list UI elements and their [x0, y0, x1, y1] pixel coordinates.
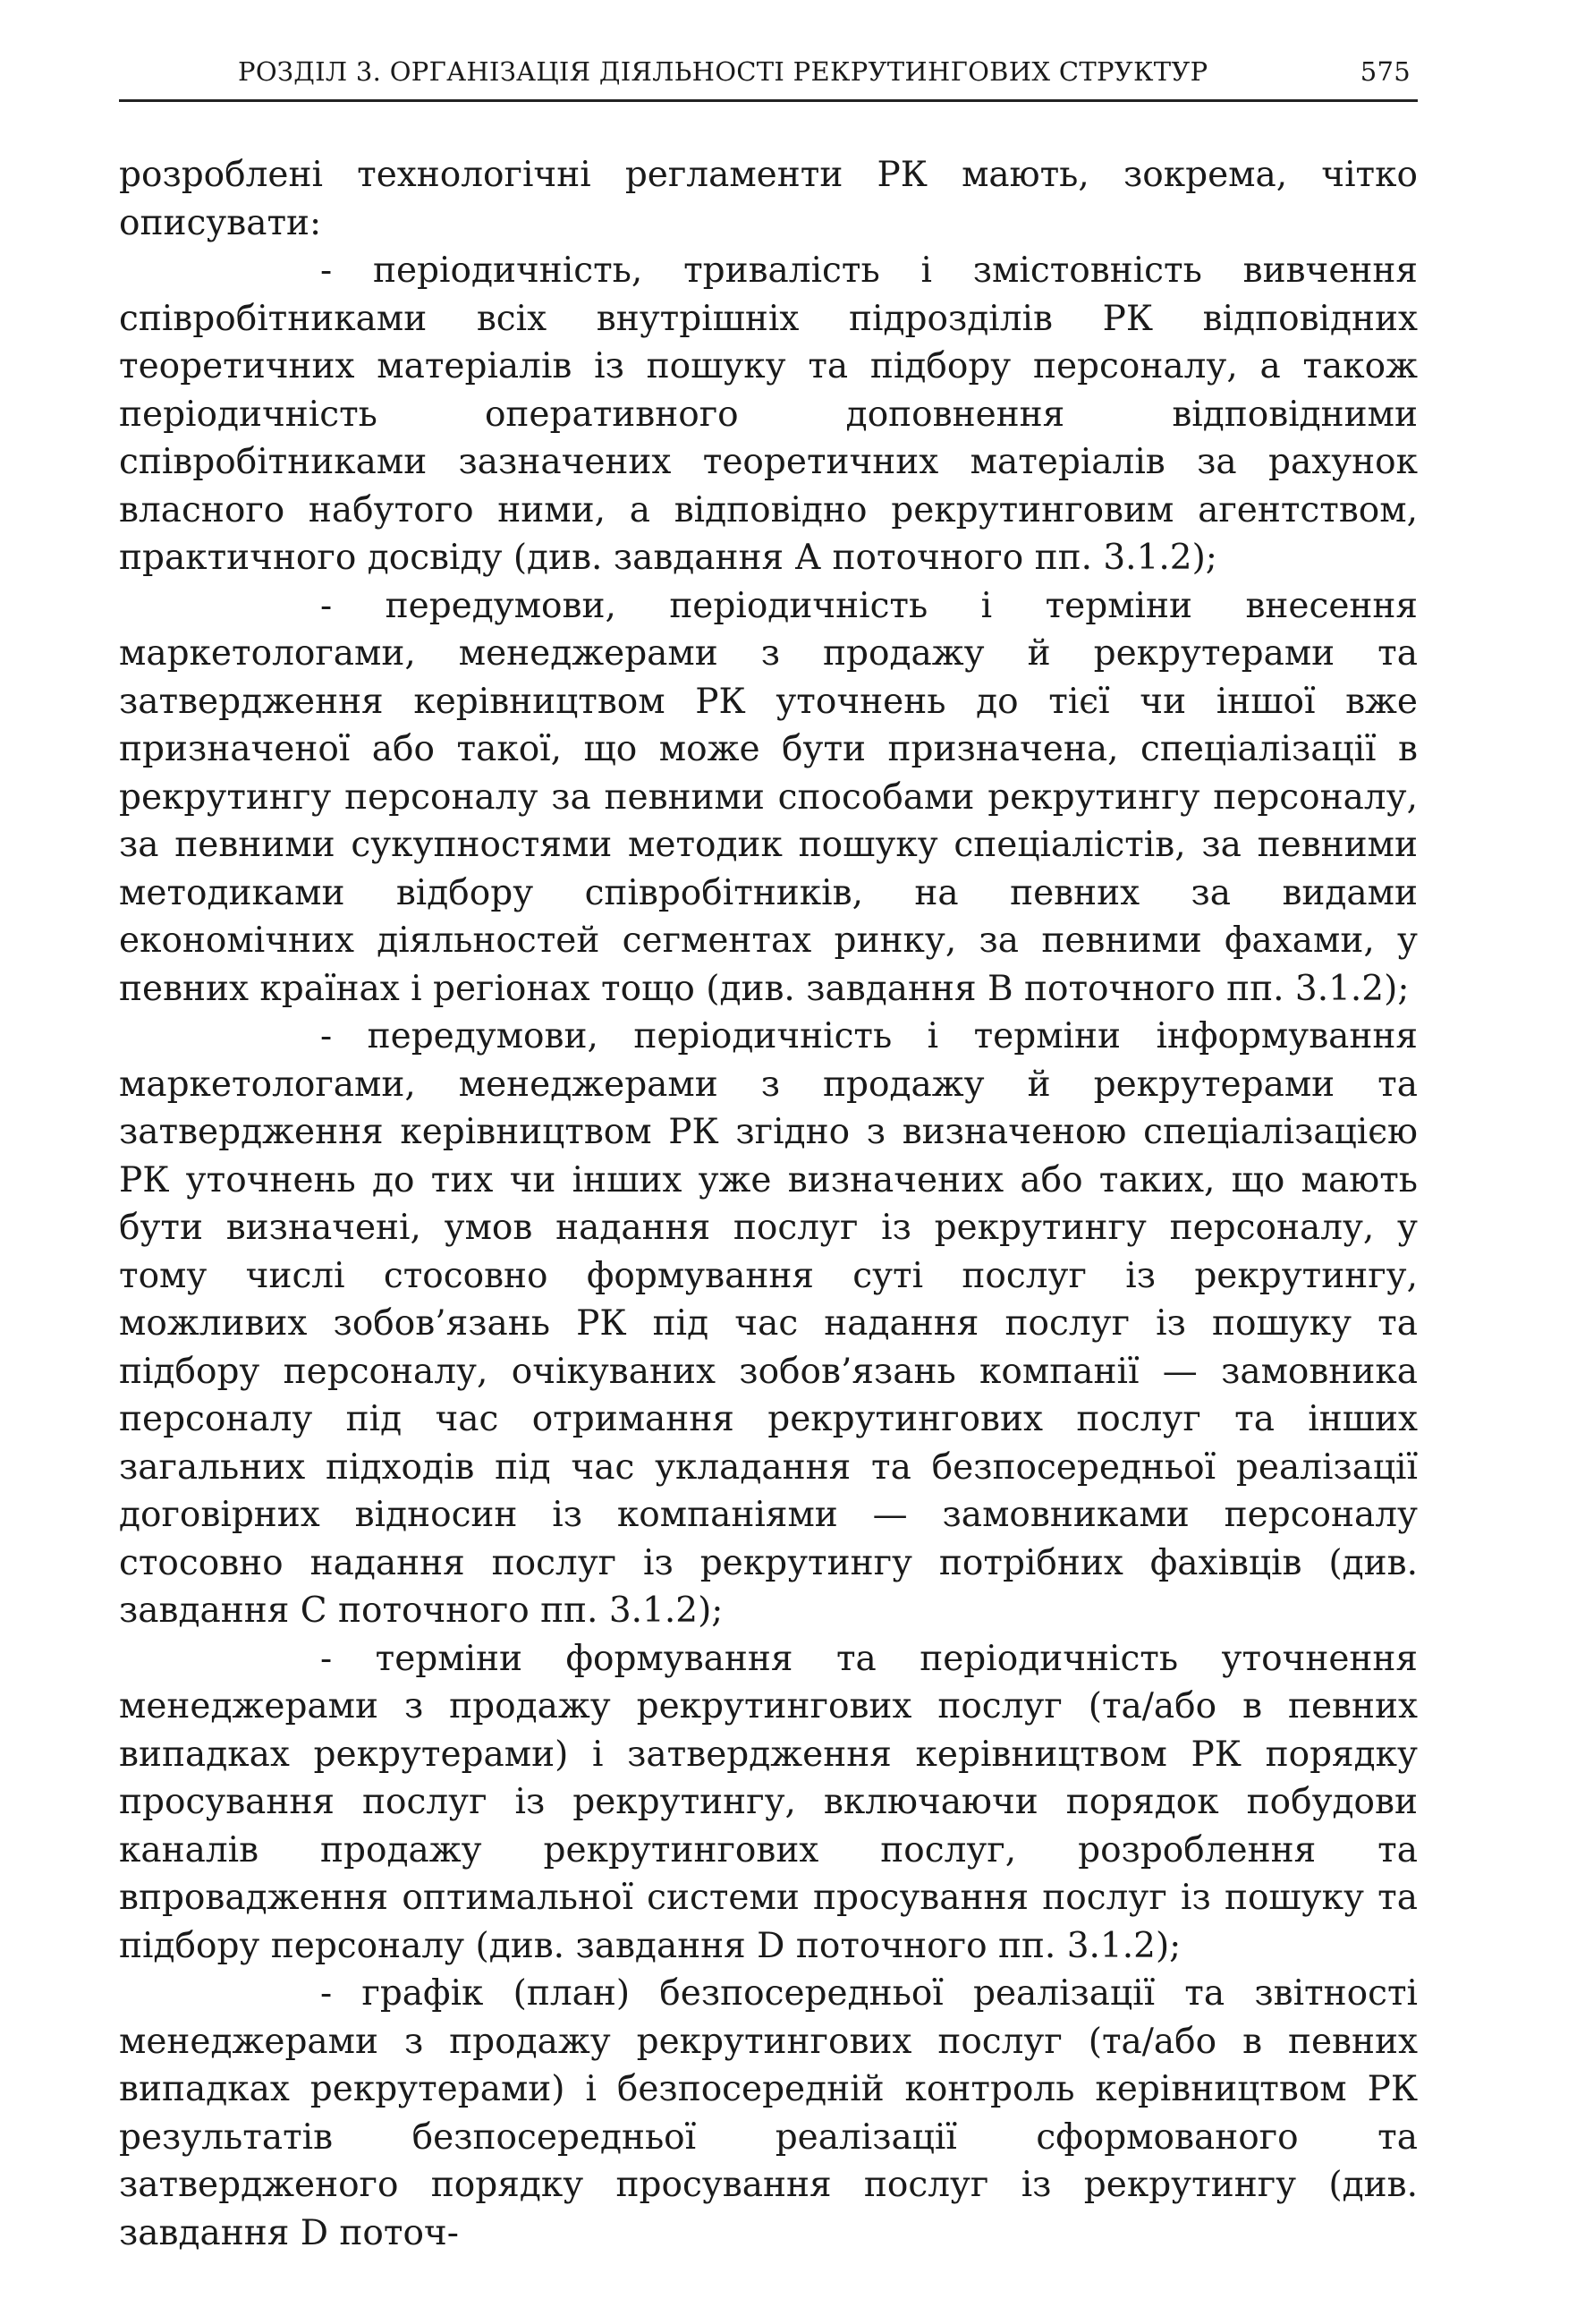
- list-item: - передумови, періодичність і терміни внесення маркетологами, менеджерами з продажу й рекрутерами та затвердження керівництвом РК уточнень до тієї чи іншої вже призначеної або такої, що може бути призначена, спеціалізації в рекрутингу персоналу за певними способами рекрутингу персоналу, за певними сукупностями методик пошуку спеціалістів, за певними методиками відбору співробітників, на певних за видами економічних діяльностей сегментах ринку, за певними фахами, у певних країнах і регіонах тощо (див. завдання В поточного пп. 3.1.2);: [119, 585, 1418, 1009]
- page-number: 575: [1360, 56, 1411, 87]
- list-item: - графік (план) безпосередньої реалізації та звітності менеджерами з продажу рекрутингових послуг (та/або в певних випадках рекрутерами) і безпосередній контроль керівництвом РК результатів безпосередньої реалізації сформованого та затвердженого порядку просування послуг із рекрутингу (див. завдання D поточ-: [119, 1973, 1418, 2253]
- book-page: [119, 49, 1418, 2257]
- list-item: - терміни формування та періодичність уточнення менеджерами з продажу рекрутингових послуг (та/або в певних випадках рекрутерами) і затвердження керівництвом РК порядку просування послуг із рекрутингу, включаючи порядок побудови каналів продажу рекрутингових послуг, розроблення та впровадження оптимальної системи просування послуг із пошуку та підбору персоналу (див. завдання D поточного пп. 3.1.2);: [119, 1638, 1418, 1966]
- intro-paragraph: розроблені технологічні регламенти РК мають, зокрема, чітко описувати:: [119, 155, 1418, 243]
- chapter-title: РОЗДІЛ 3. ОРГАНІЗАЦІЯ ДІЯЛЬНОСТІ РЕКРУТИНГОВИХ СТРУКТУР: [238, 56, 1208, 87]
- list-item: - передумови, періодичність і терміни інформування маркетологами, менеджерами з продажу й рекрутерами та затвердження керівництвом РК згідно з визначеною спеціалізацією РК уточнень до тих чи інших уже визначених або таких, що мають бути визначені, умов надання послуг із рекрутингу персоналу, у тому числі стосовно формування суті послуг із рекрутингу, можливих зобов’язань РК під час надання послуг із пошуку та підбору персоналу, очікуваних зобов’язань компанії — замовника персоналу під час отримання рекрутингових послуг та інших загальних підходів під час укладання та безпосередньої реалізації договірних відносин із компаніями — замовниками персоналу стосовно надання послуг із рекрутингу потрібних фахівців (див. завдання С поточного пп. 3.1.2);: [119, 1016, 1418, 1631]
- running-header: [119, 49, 1418, 102]
- body-text: [119, 151, 1418, 2257]
- list-item: - періодичність, тривалість і змістовність вивчення співробітниками всіх внутрішніх підрозділів РК відповідних теоретичних матеріалів із пошуку та підбору персоналу, а також періодичність оперативного доповнення відповідними співробітниками зазначених теоретичних матеріалів за рахунок власного набутого ними, а відповідно рекрутинговим агентством, практичного досвіду (див. завдання А поточного пп. 3.1.2);: [119, 250, 1418, 578]
